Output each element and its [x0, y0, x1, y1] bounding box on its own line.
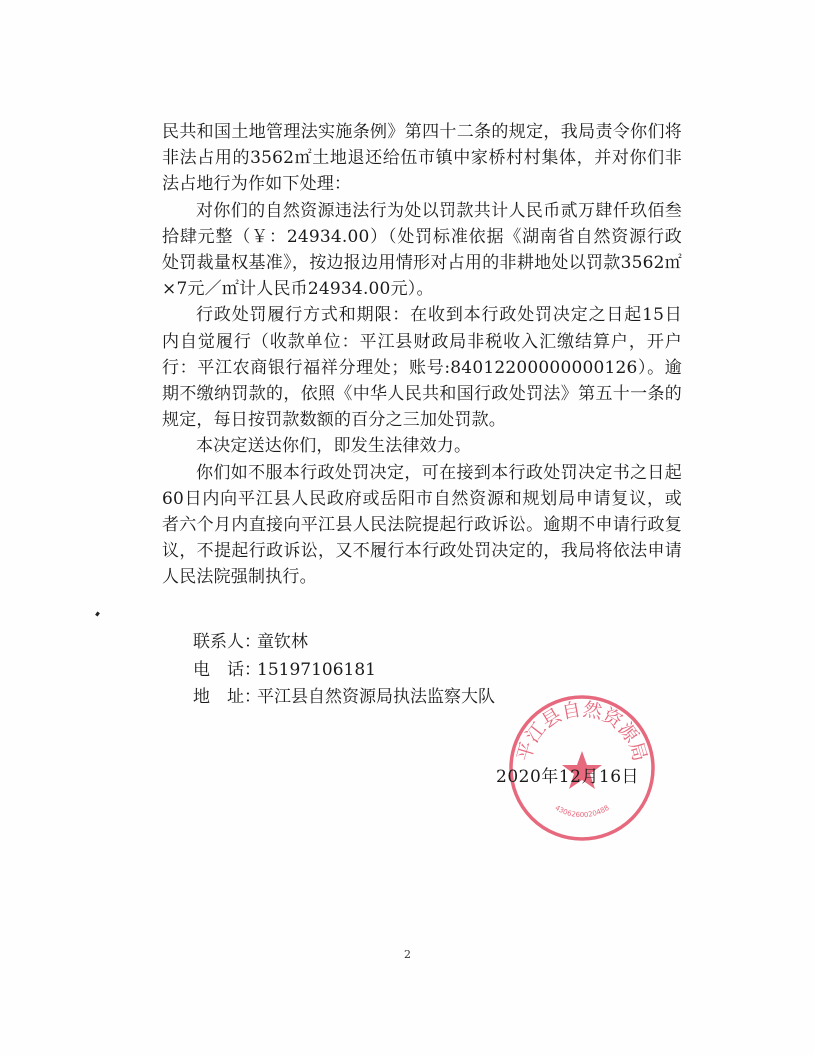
paragraph-effective: 本决定送达你们，即发生法律效力。 [196, 436, 472, 457]
contact-address-label: 地 址： [193, 687, 261, 707]
contact-address-row [193, 684, 495, 712]
paragraph-1: 民共和国土地管理法实施条例》第四十二条的规定，我局责令你们将非法占用的3562㎡土地退还给伍市镇中家桥村村集体，并对你们非法占地行为作如下处理： [162, 122, 682, 195]
contact-person-row [193, 629, 495, 657]
seal-code: 4306260020488 [553, 803, 611, 820]
stray-mark [95, 612, 100, 617]
paragraph-penalty: 对你们的自然资源违法行为处以罚款共计人民币贰万肆仟玖佰叁拾肆元整（￥：24934.00）（处罚标准依据《湖南省自然资源行政处罚裁量权基准》，按边报边用情形对占用的非耕地处以罚款3562㎡×7元／㎡计人民币24934.00元）。 [162, 200, 682, 300]
paragraph-payment: 行政处罚履行方式和期限：在收到本行政处罚决定之日起15日内自觉履行（收款单位：平江县财政局非税收入汇缴结算户，开户行：平江农商银行福祥分理处；账号:84012200000000126）。逾期不缴纳罚款的，依照《中华人民共和国行政处罚法》第五十一条的规定，每日按罚款数额的百分之三加处罚款。 [162, 305, 682, 431]
issue-date: 2020年12月16日 [496, 767, 640, 787]
contact-person: 童钦林 [257, 632, 308, 652]
contact-address: 平江县自然资源局执法监察大队 [257, 687, 495, 707]
contact-phone-label: 电 话： [193, 659, 261, 680]
document-body [162, 119, 682, 591]
contact-block [193, 629, 495, 712]
seal-text: 平江县自然资源局 [513, 698, 651, 764]
paragraph-appeal: 你们如不服本行政处罚决定，可在接到本行政处罚决定书之日起60日内向平江县人民政府或岳阳市自然资源和规划局申请复议，或者六个月内直接向平江县人民法院提起行政诉讼。逾期不申请行政复议，不提起行政诉讼，又不履行本行政处罚决定的，我局将依法申请人民法院强制执行。 [162, 462, 682, 588]
contact-person-label: 联系人： [193, 632, 261, 652]
contact-phone: 15197106181 [257, 659, 376, 680]
page-number: 2 [404, 948, 411, 961]
contact-phone-row [193, 657, 495, 685]
